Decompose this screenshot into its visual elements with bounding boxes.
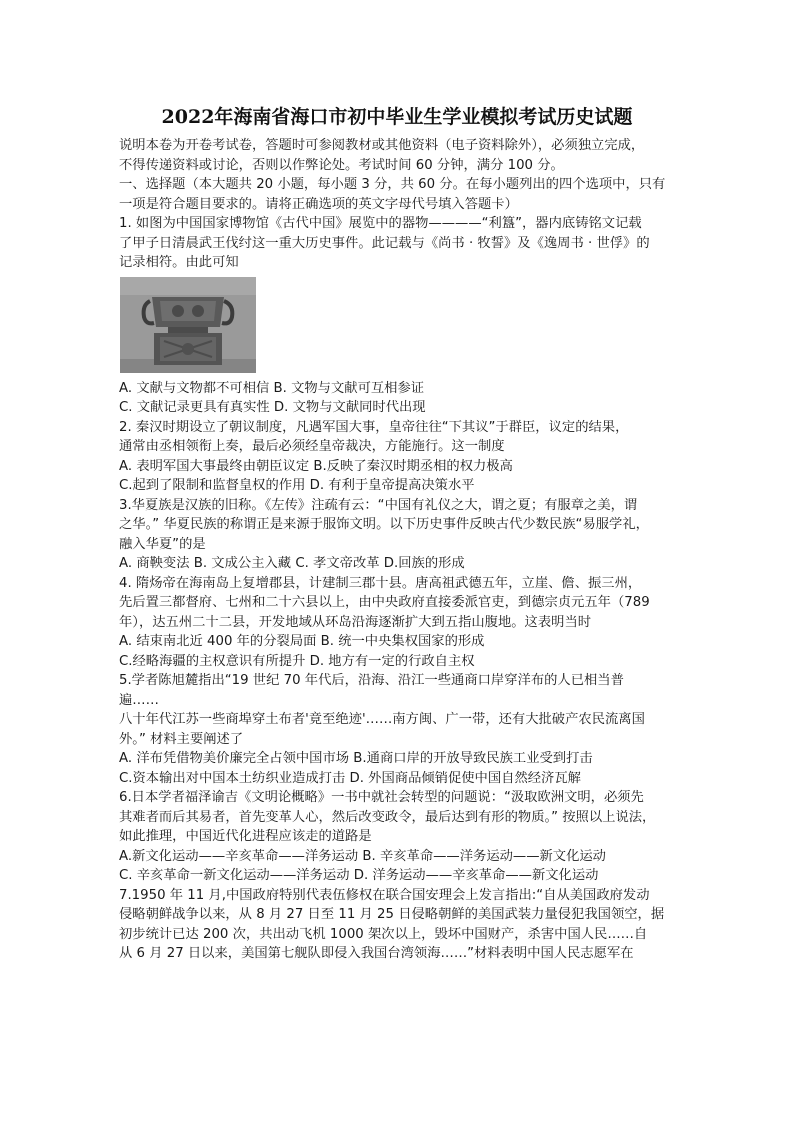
question-line: 通常由丞相领衔上奏，最后必须经皇帝裁决，方能施行。这一制度 xyxy=(119,439,505,454)
question-line: 其难者而后其易者，首先变革人心，然后改变政令，最后达到有形的物质。” 按照以上说法， xyxy=(119,809,656,825)
question-line: 侵略朝鲜战争以来，从 8 月 27 日至 11 月 25 日侵略朝鲜的美国武装力量侵犯我国领空，据 xyxy=(119,907,665,922)
question-line: 4. 隋炀帝在海南岛上复增郡县，计建制三郡十县。唐高祖武德五年，立崖、儋、振三州， xyxy=(119,575,642,591)
document-body xyxy=(119,136,679,964)
question-line: 八十年代江苏一些商埠穿土布者'竟至绝迹'……南方闽、广一带，还有大批破产农民流离国 xyxy=(119,712,645,727)
question-line: 年），达五州二十二县，开发地域从环岛沿海逐渐扩大到五指山腹地。这表明当时 xyxy=(119,614,592,630)
question-line: A. 洋布凭借物美价廉完全占领中国市场 B.通商口岸的开放导致民族工业受到打击 xyxy=(119,751,593,766)
question-line: 从 6 月 27 日以来，美国第七舰队即侵入我国台湾领海……”材料表明中国人民志愿军在 xyxy=(119,946,634,961)
question-1-stem-line: 1. 如图为中国国家博物馆《古代中国》展览中的器物————“利簋”，器内底铸铭文记载 xyxy=(119,216,642,231)
question-1-stem-line: 记录相符。由此可知 xyxy=(119,255,239,270)
question-line: A. 商鞅变法 B. 文成公主入藏 C. 孝文帝改革 D.回族的形成 xyxy=(119,556,465,571)
intro-line: 不得传递资料或讨论，否则以作弊论处。考试时间 60 分钟，满分 100 分。 xyxy=(119,157,564,173)
question-line: 初步统计已达 200 次，共出动飞机 1000 架次以上，毁坏中国财产，杀害中国人民……自 xyxy=(119,926,648,942)
question-line: 融入华夏”的是 xyxy=(119,536,206,552)
question-line: 先后置三都督府、七州和二十六县以上，由中央政府直接委派官吏，到德宗贞元五年（789 xyxy=(119,595,650,610)
section-heading-line: 一、选择题（本大题共 20 小题，每小题 3 分，共 60 分。在每小题列出的四个选项中，只有 xyxy=(119,177,666,192)
question-line: 3.华夏族是汉族的旧称。《左传》注疏有云：“中国有礼仪之大，谓之夏；有服章之美，谓 xyxy=(119,497,638,513)
intro-line: 说明本卷为开卷考试卷，答题时可参阅教材或其他资料（电子资料除外），必须独立完成， xyxy=(119,138,645,153)
question-line: C.资本输出对中国本土纺织业造成打击 D. 外国商品倾销促使中国自然经济瓦解 xyxy=(119,770,581,786)
question-line: 2. 秦汉时期设立了朝议制度，凡遇军国大事，皇帝往往“下其议”于群臣，议定的结果， xyxy=(119,419,629,435)
question-line: 遍…… xyxy=(119,692,159,708)
question-1-stem-line: 了甲子日清晨武王伐纣这一重大历史事件。此记载与《尚书 · 牧誓》及《逸周书 · 世俘》的 xyxy=(119,235,650,251)
question-line: 如此推理，中国近代化进程应该走的道路是 xyxy=(119,829,372,844)
question-line: A. 表明军国大事最终由朝臣议定 B.反映了秦汉时期丞相的权力极高 xyxy=(119,458,513,474)
question-line: 之华。” 华夏民族的称谓正是来源于服饰文明。以下历史事件反映古代少数民族“易服学礼， xyxy=(119,517,649,532)
li-gui-bronze-vessel-photo xyxy=(120,277,256,373)
question-line: C. 辛亥革命一新文化运动——洋务运动 D. 洋务运动——辛亥革命——新文化运动 xyxy=(119,868,599,883)
question-line: A. 结束南北近 400 年的分裂局面 B. 统一中央集权国家的形成 xyxy=(119,634,485,649)
question-line: 6.日本学者福泽谕吉《文明论概略》一书中就社会转型的问题说：“汲取欧洲文明，必须先 xyxy=(119,790,644,805)
question-line: 5.学者陈旭麓指出“19 世纪 70 年代后，沿海、沿江一些通商口岸穿洋布的人已相当普 xyxy=(119,673,624,688)
question-line: C.经略海疆的主权意识有所提升 D. 地方有一定的行政自主权 xyxy=(119,653,475,669)
question-1-option-line: C. 文献记录更具有真实性 D. 文物与文献同时代出现 xyxy=(119,400,426,415)
question-line: 外。” 材料主要阐述了 xyxy=(119,731,244,747)
question-line: 7.1950 年 11 月,中国政府特别代表伍修权在联合国安理会上发言指出:“自从美国政府发动 xyxy=(119,887,650,903)
question-line: C.起到了限制和监督皇权的作用 D. 有利于皇帝提高决策水平 xyxy=(119,478,475,493)
question-1-option-line: A. 文献与文物都不可相信 B. 文物与文献可互相参证 xyxy=(119,380,425,396)
document-title: 2022年海南省海口市初中毕业生学业模拟考试历史试题 xyxy=(161,106,633,128)
question-line: A.新文化运动——辛亥革命——洋务运动 B. 辛亥革命——洋务运动——新文化运动 xyxy=(119,848,606,864)
section-heading-line: 一项是符合题目要求的。请将正确选项的英文字母代号填入答题卡） xyxy=(119,196,518,212)
